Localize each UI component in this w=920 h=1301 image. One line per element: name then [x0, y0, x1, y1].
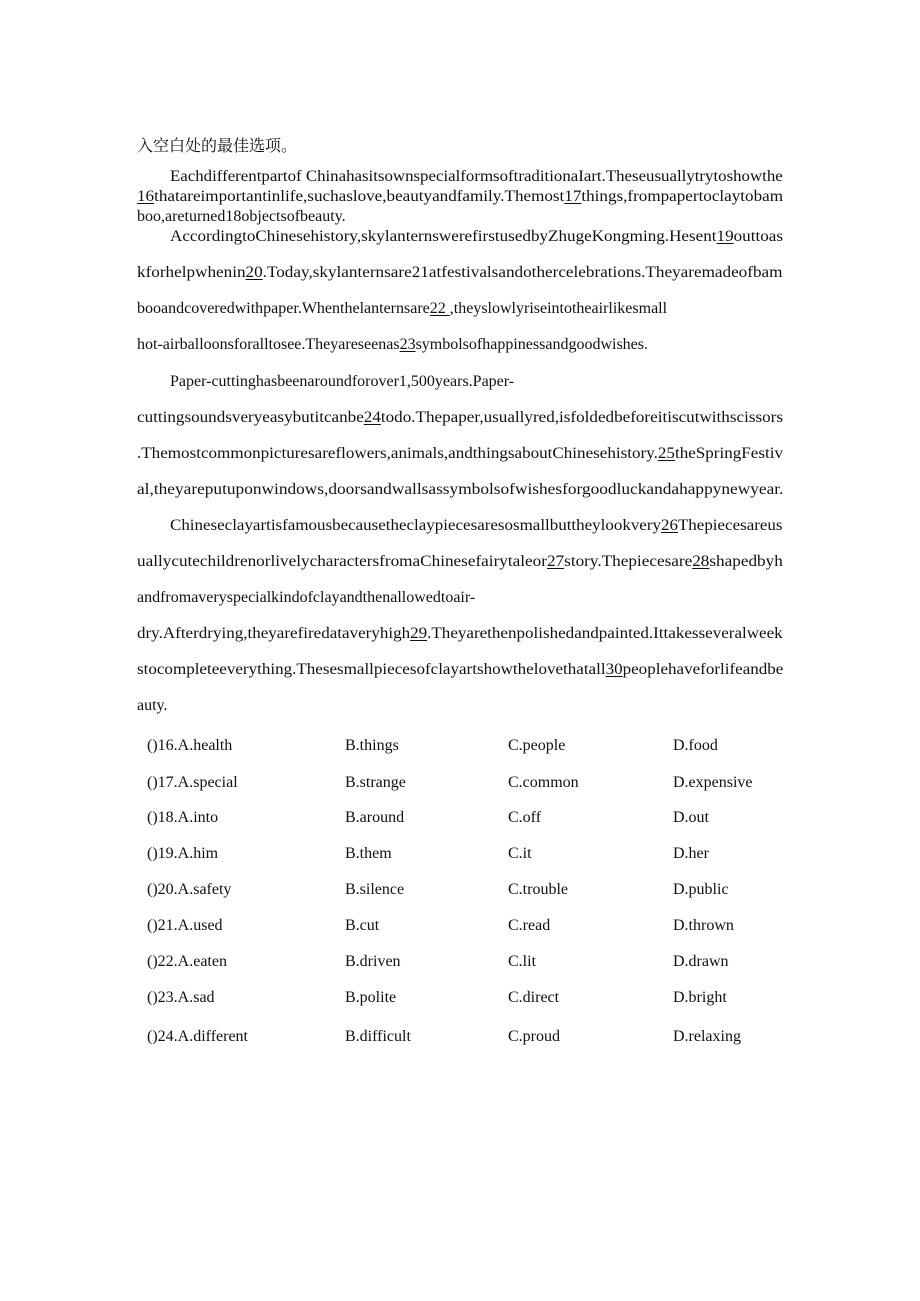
question-stem-option-a: ()23.A.sad [147, 989, 215, 1006]
blank-number: 17 [564, 188, 582, 205]
question-stem-option-a: ()17.A.special [147, 774, 238, 791]
passage-text: stocompleteeverything.Thesesmallpiecesofclayartshowthelovethatall [137, 661, 606, 678]
option-d: D.out [673, 809, 709, 826]
passage-text: boo,areturned18objectsofbeauty. [137, 208, 346, 225]
option-d: D.relaxing [673, 1028, 741, 1045]
passage-text: theSpringFestiv [674, 445, 783, 462]
option-c: C.it [508, 845, 532, 862]
passage-line [137, 336, 648, 354]
option-c: C.common [508, 774, 579, 791]
blank-number: 28 [692, 553, 710, 570]
option-d: D.food [673, 737, 718, 754]
passage-text: outtoas [733, 228, 783, 245]
option-c: C.off [508, 809, 542, 826]
option-c: C.people [508, 737, 566, 754]
option-b: B.cut [345, 917, 380, 934]
blank-number: 22 [429, 300, 450, 317]
passage-line [170, 168, 783, 186]
passage-line [170, 228, 783, 246]
passage-line [137, 589, 475, 607]
option-d: D.bright [673, 989, 727, 1006]
passage-text: todo.Thepaper,usuallyred,isfoldedbeforeitiscutwithscissors [380, 409, 783, 426]
passage-line [137, 188, 783, 206]
passage-line [170, 373, 514, 391]
option-c: C.trouble [508, 881, 568, 898]
question-stem-option-a: ()19.A.him [147, 845, 219, 862]
passage-text: Eachdifferentpartof ChinahasitsownspecialformsoftraditionaIart.Theseusuallytrytoshowthe [170, 168, 783, 185]
passage-text: booandcoveredwithpaper.Whenthelanternsare [137, 300, 430, 317]
option-d: D.her [673, 845, 709, 862]
question-stem-option-a: ()18.A.into [147, 809, 219, 826]
passage-line [137, 208, 346, 226]
passage-text: .Today,skylanternsare21atfestivalsandothercelebrations.Theyaremadeofbam [262, 264, 783, 281]
blank-number: 24 [363, 409, 381, 426]
passage-text: .Themostcommonpicturesareflowers,animals,andthingsaboutChinesehistory. [137, 445, 658, 462]
option-c: C.lit [508, 953, 537, 970]
option-d: D.drawn [673, 953, 729, 970]
passage-text: symbolsofhappinessandgoodwishes. [415, 336, 648, 353]
option-c: C.proud [508, 1028, 560, 1045]
blank-number: 20 [245, 264, 263, 281]
passage-text: story.Thepiecesare [564, 553, 693, 570]
passage-line [137, 625, 783, 643]
question-stem-option-a: ()22.A.eaten [147, 953, 227, 970]
option-b: B.things [345, 737, 399, 754]
option-b: B.around [345, 809, 405, 826]
option-b: B.driven [345, 953, 401, 970]
passage-line [137, 481, 783, 499]
passage-text: dry.Afterdrying,theyarefiredataveryhigh [137, 625, 411, 642]
passage-text: Thepiecesareus [677, 517, 783, 534]
blank-number: 29 [410, 625, 428, 642]
passage-text: thatareimportantinlife,suchaslove,beautyandfamily.Themost [154, 188, 565, 205]
option-b: B.silence [345, 881, 405, 898]
passage-text: AccordingtoChinesehistory,skylanternswerefirstusedbyZhugeKongming.Hesent [170, 228, 717, 245]
blank-number: 23 [399, 336, 416, 353]
passage-line [137, 661, 783, 679]
blank-number: 26 [660, 517, 678, 534]
option-b: B.polite [345, 989, 397, 1006]
passage-text: Paper-cuttinghasbeenaroundforover1,500years.Paper- [170, 373, 515, 390]
passage-line [137, 697, 168, 715]
passage-text: Chineseclayartisfamousbecausetheclaypiecesaresosmallbuttheylookvery [170, 517, 661, 534]
question-stem-option-a: ()21.A.used [147, 917, 223, 934]
passage-line [137, 300, 667, 318]
blank-number: 25 [657, 445, 675, 462]
option-d: D.thrown [673, 917, 734, 934]
option-d: D.public [673, 881, 729, 898]
passage-text: uallycutechildrenorlivelycharactersfromaChinesefairytaleor [137, 553, 547, 570]
passage-text: .Theyarethenpolishedandpainted.Ittakesseveralweek [427, 625, 783, 642]
passage-text: ,theyslowlyriseintotheairlikesmall [449, 300, 668, 317]
passage-line [137, 409, 783, 427]
passage-text: auty. [137, 697, 168, 714]
option-b: B.them [345, 845, 392, 862]
question-stem-option-a: ()16.A.health [147, 737, 233, 754]
question-stem-option-a: ()20.A.safety [147, 881, 232, 898]
passage-line [137, 553, 783, 571]
question-stem-option-a: ()24.A.different [147, 1028, 248, 1045]
option-d: D.expensive [673, 774, 753, 791]
passage-text: hot-airballoonsforalltosee.Theyareseenas [137, 336, 400, 353]
blank-number: 19 [716, 228, 734, 245]
option-b: B.difficult [345, 1028, 411, 1045]
passage-text: peoplehaveforlifeandbe [622, 661, 784, 678]
passage-line [137, 445, 783, 463]
passage-line [170, 517, 783, 535]
passage-line [137, 264, 782, 282]
option-c: C.read [508, 917, 551, 934]
passage-text: al,theyareputuponwindows,doorsandwallsassymbolsofwishesforgoodluckandahappynewyear. [137, 481, 784, 498]
passage-text: shapedbyh [709, 553, 783, 570]
blank-number: 27 [546, 553, 565, 570]
passage-text: things,frompapertoclaytobam [581, 188, 784, 205]
passage-text: andfromaveryspecialkindofclayandthenallowedtoair- [137, 589, 476, 606]
option-b: B.strange [345, 774, 406, 791]
instruction-heading: 入空白处的最佳选项。 [137, 136, 298, 155]
blank-number: 16 [137, 188, 155, 205]
option-c: C.direct [508, 989, 560, 1006]
passage-text: kforhelpwhenin [137, 264, 246, 281]
blank-number: 30 [605, 661, 623, 678]
passage-text: cuttingsoundsveryeasybutitcanbe [137, 409, 364, 426]
